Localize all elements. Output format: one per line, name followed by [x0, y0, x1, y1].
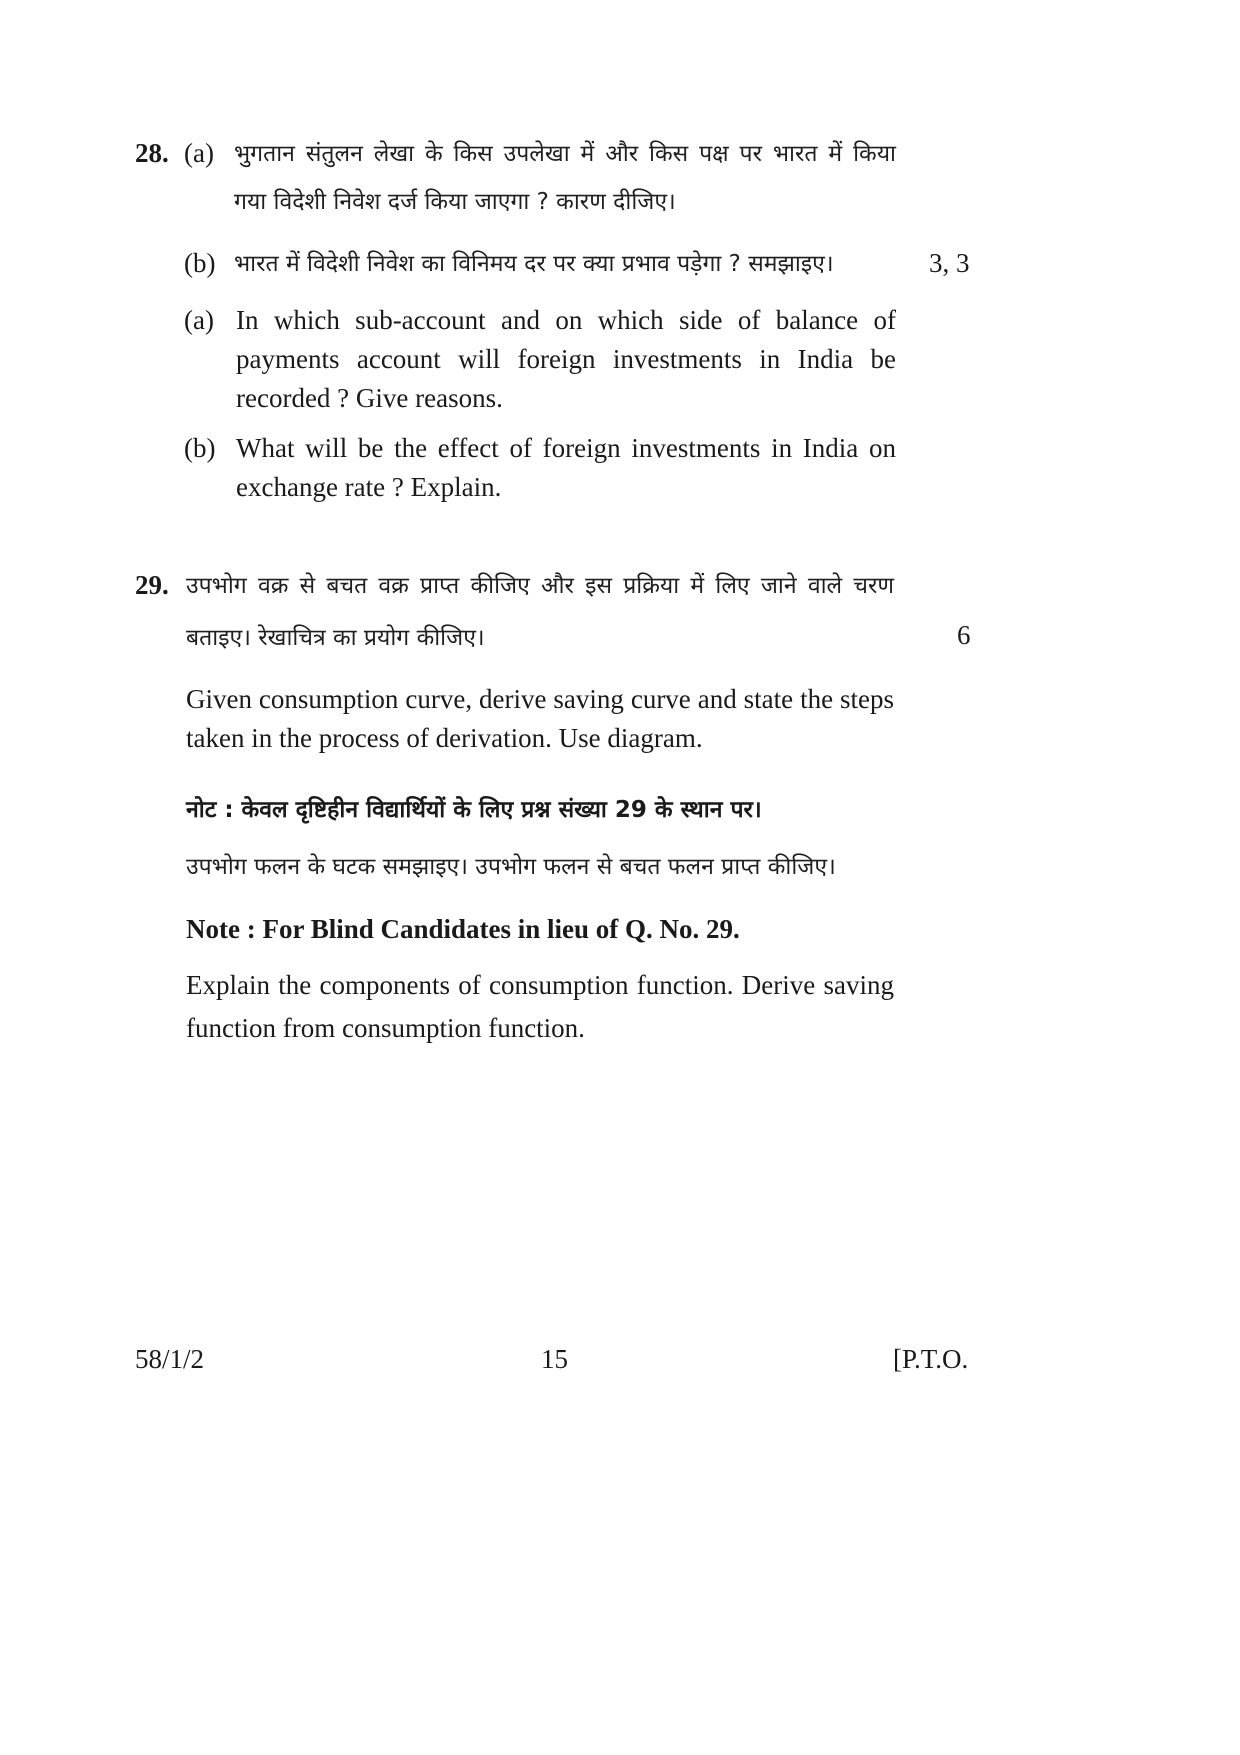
q28-hindi-a-label: (a) [184, 138, 214, 168]
page-number: 15 [541, 1344, 568, 1374]
q29-english-line1: Given consumption curve, derive saving curve and state the steps [186, 684, 894, 714]
q29-english-line2: taken in the process of derivation. Use diagram. [186, 723, 703, 753]
q28-english-b-label: (b) [184, 433, 216, 463]
q28-hindi-b-label: (b) [184, 248, 216, 278]
q28-hindi-b-line1: भारत में विदेशी निवेश का विनिमय दर पर क्या प्रभाव पड़ेगा ? समझाइए। [234, 251, 834, 277]
q29-hindi-line2: बताइए। रेखाचित्र का प्रयोग कीजिए। [186, 625, 485, 651]
q28-english-a-line3: recorded ? Give reasons. [236, 383, 503, 413]
q28-english-a-label: (a) [184, 305, 214, 335]
question-number-28: 28. [135, 138, 169, 168]
q29-english-note-line1: Explain the components of consumption function. Derive saving [186, 970, 894, 1000]
q29-english-note-heading: Note : For Blind Candidates in lieu of Q. No. 29. [186, 914, 740, 944]
q28-english-a-line2: payments account will foreign investments in India be [236, 344, 896, 374]
q28-english-b-line1: What will be the effect of foreign investments in India on [236, 433, 896, 463]
paper-code: 58/1/2 [135, 1344, 205, 1374]
q28-hindi-a-line1: भुगतान संतुलन लेखा के किस उपलेखा में और किस पक्ष पर भारत में किया [234, 141, 896, 167]
please-turn-over: [P.T.O. [893, 1344, 969, 1374]
question-number-29: 29. [135, 570, 169, 600]
q29-english-note-line2: function from consumption function. [186, 1013, 585, 1043]
q29-hindi-line1: उपभोग वक्र से बचत वक्र प्राप्त कीजिए और इस प्रक्रिया में लिए जाने वाले चरण [186, 573, 894, 599]
q28-marks: 3, 3 [929, 248, 970, 278]
q29-hindi-note-heading: नोट : केवल दृष्टिहीन विद्यार्थियों के लिए प्रश्न संख्या 29 के स्थान पर। [186, 797, 762, 823]
q29-marks: 6 [957, 620, 971, 650]
q29-hindi-note-text: उपभोग फलन के घटक समझाइए। उपभोग फलन से बचत फलन प्राप्त कीजिए। [186, 854, 836, 880]
q28-english-b-line2: exchange rate ? Explain. [236, 472, 502, 502]
q28-english-a-line1: In which sub-account and on which side of balance of [236, 305, 896, 335]
q28-hindi-a-line2: गया विदेशी निवेश दर्ज किया जाएगा ? कारण दीजिए। [234, 189, 676, 215]
